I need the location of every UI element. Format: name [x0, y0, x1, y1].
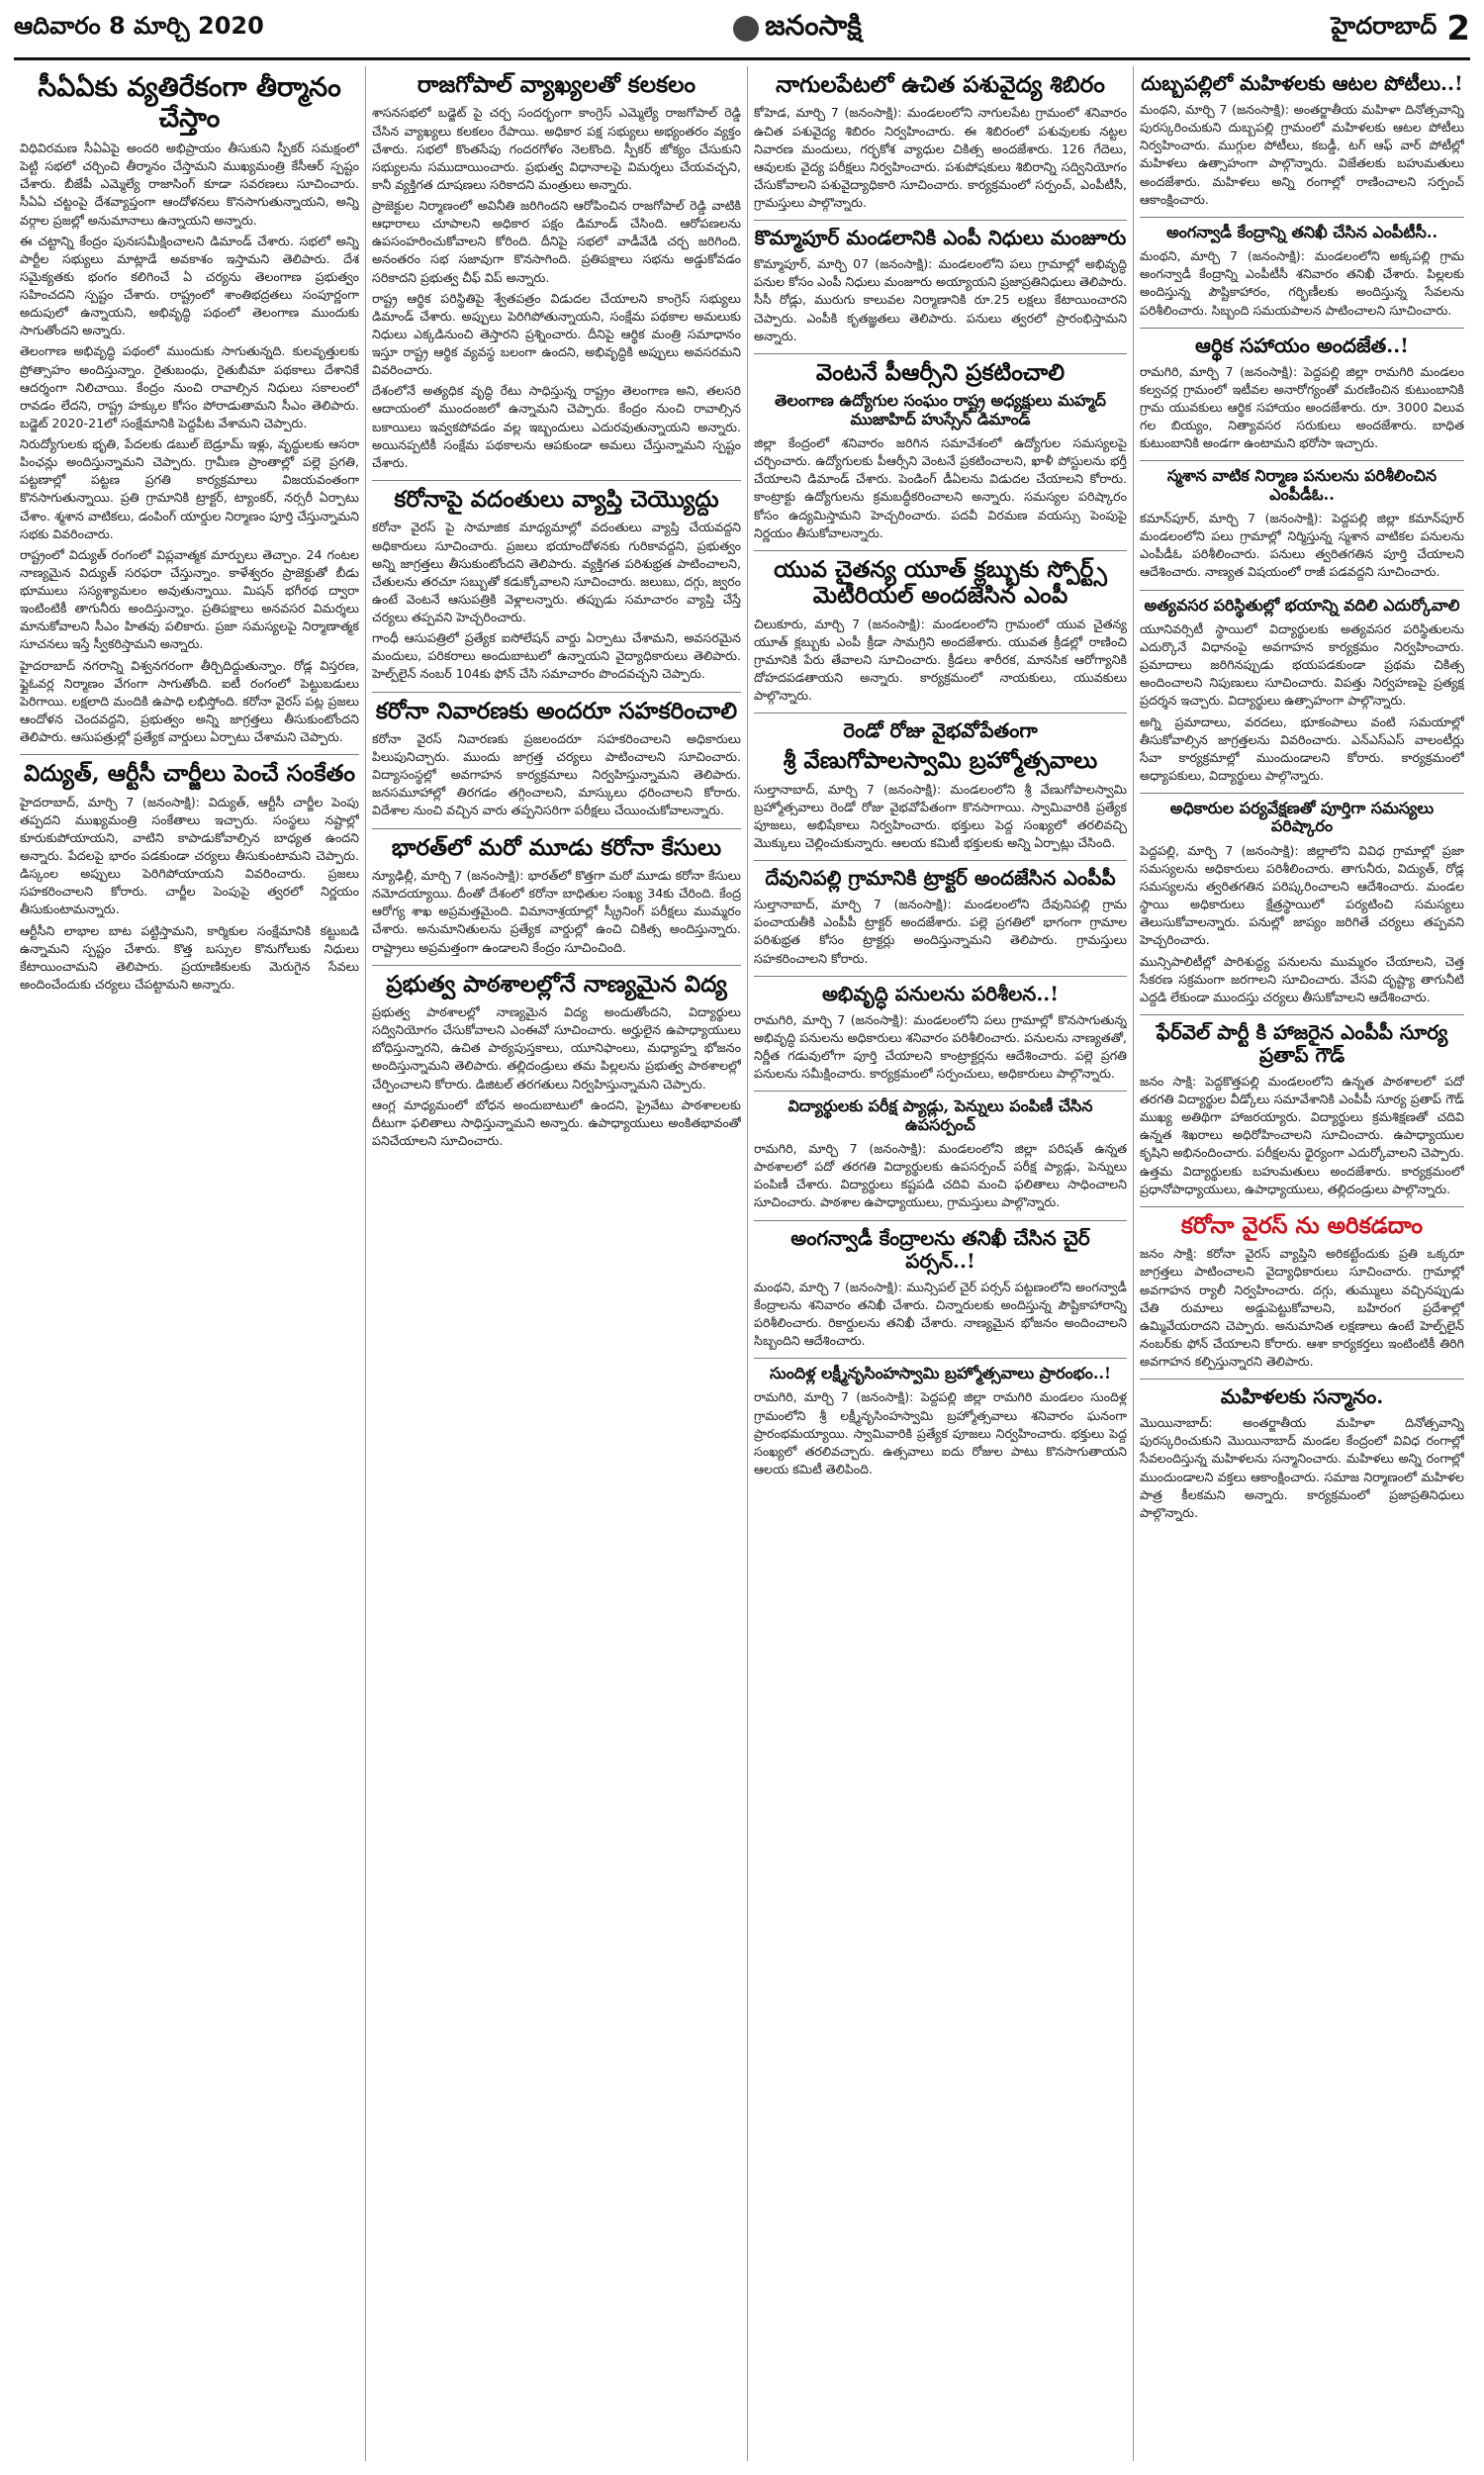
headline: విద్యార్థులకు పరీక్ష ప్యాడ్లు, పెన్నులు పంపిణీ చేసిన ఉపసర్పంచ్	[788, 1096, 1093, 1134]
headline: స్మశాన వాటిక నిర్మాణ పనులను పరిశీలించిన ఎంపీడీఓ..	[1166, 466, 1438, 504]
article-text: అగ్ని ప్రమాదాలు, వరదలు, భూకంపాలు వంటి సమయాల్లో తీసుకోవాల్సిన జాగ్రత్తలను వివరించారు. ఎన్‌ఎస్‌ఎస్ వాలంటీర్లు సేవా కార్యక్రమాల్లో ముందుండాలని కోరారు. కార్యక్రమంలో అధ్యాపకులు, విద్యార్థులు పాల్గొన్నారు.	[1140, 714, 1464, 783]
article-text: హైదరాబాద్, మార్చి 7 (జనంసాక్షి): విద్యుత్, ఆర్టీసీ చార్జీల పెంపు తప్పదని ముఖ్యమంత్రి సంకేతాలు ఇచ్చారు. సంస్థలు నష్టాల్లో కూరుకుపోయాయని, వాటిని కాపాడుకోవాల్సిన బాధ్యత ఉందని అన్నారు. పేదలపై భారం పడకుండా చర్యలు తీసుకుంటామని చెప్పారు. డిస్కంల అప్పులు పెరిగిపోయాయని వివరించారు. ప్రజలు సహకరించాలని కోరారు. చార్జీల పెంపుపై త్వరలో నిర్ణయం తీసుకుంటామన్నారు.	[20, 794, 359, 917]
article-text: రామగిరి, మార్చి 7 (జనంసాక్షి): పెద్దపల్లి జిల్లా రామగిరి మండలం సుందిళ్ల గ్రామంలోని శ్రీ లక్ష్మీనృసింహస్వామి బ్రహ్మోత్సవాలు శనివారం ఘనంగా ప్రారంభమయ్యాయి. స్వామివారికి ప్రత్యేక పూజలు నిర్వహించారు. భక్తులు పెద్ద సంఖ్యలో తరలివచ్చారు. ఉత్సవాలు ఐదు రోజుల పాటు కొనసాగుతాయని ఆలయ కమిటీ తెలిపింది.	[754, 1389, 1127, 1476]
article-caa	[20, 66, 359, 755]
subheadline: తెలంగాణ ఉద్యోగుల సంఘం రాష్ట్ర అధ్యక్షులు మహ్మద్ ముజాహిద్ హుస్సేన్ డిమాండ్	[775, 391, 1106, 428]
headline: కొమ్మాపూర్ మండలానికి ఎంపీ నిధులు మంజూరు	[754, 226, 1127, 250]
column-1	[14, 66, 366, 2461]
article-text: పెద్దపల్లి, మార్చి 7 (జనంసాక్షి): జిల్లాలోని వివిధ గ్రామాల్లో ప్రజా సమస్యలను అధికారులు పరిశీలించారు. తాగునీరు, విద్యుత్, రోడ్ల సమస్యలను త్వరితగతిన పరిష్కరించాలని ఆదేశించారు. మండల స్థాయి అధికారులు క్షేత్రస్థాయిలో పర్యటించి సమస్యలు తెలుసుకోవాలన్నారు. పనుల్లో జాప్యం జరిగితే చర్యలు తప్పవని హెచ్చరించారు.	[1140, 842, 1464, 948]
article-text: రాష్ట్ర ఆర్థిక పరిస్థితిపై శ్వేతపత్రం విడుదల చేయాలని కాంగ్రెస్ సభ్యులు డిమాండ్ చేశారు. అప్పులు పెరిగిపోతున్నాయని, సంక్షేమ పథకాల అమలుకు నిధులు ఎక్కడినుంచి తెస్తారని ప్రశ్నించారు. దీనిపై ఆర్థిక మంత్రి సమాధానం ఇస్తూ రాష్ట్ర ఆర్థిక వ్యవస్థ బలంగా ఉందని, అభివృద్ధికి అప్పులు అవసరమని వివరించారు.	[372, 290, 741, 378]
headline: మహిళలకు సన్మానం.	[1220, 1384, 1384, 1409]
article-prc	[754, 354, 1127, 551]
article-text: హైదరాబాద్ నగరాన్ని విశ్వనగరంగా తీర్చిదిద్దుతున్నాం. రోడ్ల విస్తరణ, ఫ్లైఓవర్ల నిర్మాణం వేగంగా సాగుతోంది. ఐటీ రంగంలో పెట్టుబడులు పెరిగాయి. లక్షలాది మందికి ఉపాధి లభిస్తోంది. కరోనా వైరస్ పట్ల ప్రజలు ఆందోళన చెందవద్దని, ప్రభుత్వం అన్ని జాగ్రత్తలు తీసుకుంటోందని తెలిపారు. ఆసుపత్రుల్లో ప్రత్యేక వార్డులు ఏర్పాటు చేశామని చెప్పారు.	[20, 657, 359, 745]
article-mp-funds	[754, 221, 1127, 354]
article-financial-aid	[1140, 329, 1464, 462]
column-3	[748, 66, 1134, 2461]
edition-city: హైదరాబాద్	[1331, 12, 1438, 40]
article-text: కరోనా వైరస్ పై సామాజిక మాధ్యమాల్లో వదంతులు వ్యాప్తి చేయవద్దని అధికారులు సూచించారు. ప్రజలు భయాందోళనకు గురికావద్దని, ప్రభుత్వం అన్ని జాగ్రత్తలు తీసుకుంటోందని తెలిపారు. వ్యక్తిగత పరిశుభ్రత పాటించాలని, చేతులను తరచూ సబ్బుతో కడుక్కోవాలని సూచించారు. జలుబు, దగ్గు, జ్వరం ఉంటే వెంటనే ఆసుపత్రికి వెళ్లాలన్నారు. తప్పుడు సమాచారం వ్యాప్తి చేస్తే చర్యలు తప్పవని హెచ్చరించారు.	[372, 520, 741, 624]
issue-date: ఆదివారం 8 మార్చి 2020	[14, 12, 264, 40]
article-sundilla	[754, 1359, 1127, 1486]
article-officials	[1140, 794, 1464, 1015]
article-text: మున్సిపాలిటీల్లో పారిశుద్ధ్య పనులను ముమ్మరం చేయాలని, చెత్త సేకరణ సక్రమంగా జరగాలని సూచించారు. వేసవి దృష్ట్యా తాగునీటి ఎద్దడి లేకుండా ముందస్తు చర్యలు తీసుకోవాలని ఆదేశించారు.	[1140, 953, 1464, 1004]
headline: కరోనా నివారణకు అందరూ సహకరించాలి	[375, 697, 738, 724]
newspaper-logo	[733, 9, 862, 48]
article-text: ఆర్టీసీని లాభాల బాట పట్టిస్తామని, కార్మికుల సంక్షేమానికి కట్టుబడి ఉన్నామని స్పష్టం చేశారు. కొత్త బస్సుల కొనుగోలుకు నిధులు కేటాయించామని తెలిపారు. ప్రయాణికులకు మెరుగైన సేవలు అందించేందుకు చర్యలు చేపట్టామని అన్నారు.	[20, 922, 359, 992]
article-emergency	[1140, 591, 1464, 795]
headline: నాగులపేటలో ఉచిత పశువైద్య శిబిరం	[776, 71, 1105, 98]
headline: భారత్‌లో మరో మూడు కరోనా కేసులు	[391, 833, 722, 861]
columns	[14, 66, 1470, 2461]
article-text: న్యూఢిల్లీ, మార్చి 7 (జనంసాక్షి): భారత్‌లో కొత్తగా మరో మూడు కరోనా కేసులు నమోదయ్యాయి. దీంతో దేశంలో కరోనా బాధితుల సంఖ్య 34కు చేరింది. కేంద్ర ఆరోగ్య శాఖ అప్రమత్తమైంది. విమానాశ్రయాల్లో స్క్రీనింగ్ పరీక్షలు ముమ్మరం చేశారు. అనుమానితులను ప్రత్యేక వార్డుల్లో ఉంచి చికిత్స అందిస్తున్నారు. రాష్ట్రాలు అప్రమత్తంగా ఉండాలని కేంద్రం సూచించింది.	[372, 868, 741, 955]
headline: దుబ్బపల్లిలో మహిళలకు ఆటల పోటీలు..!	[1141, 71, 1463, 95]
column-2	[366, 66, 748, 2461]
article-text: ఆంగ్ల మాధ్యమంలో బోధన అందుబాటులో ఉందని, ప్రైవేటు పాఠశాలలకు దీటుగా ఫలితాలు సాధిస్తున్నామని అన్నారు. ఉపాధ్యాయులు అంకితభావంతో పనిచేయాలని సూచించారు.	[372, 1096, 741, 1148]
article-progress	[754, 977, 1127, 1093]
article-women-honor	[1140, 1380, 1464, 1530]
headline: ప్రభుత్వ పాఠశాలల్లోనే నాణ్యమైన విద్య	[386, 970, 727, 998]
article-text: రాష్ట్రంలో విద్యుత్ రంగంలో విప్లవాత్మక మార్పులు తెచ్చాం. 24 గంటల నాణ్యమైన విద్యుత్ సరఫరా చేస్తున్నాం. కాళేశ్వరం ప్రాజెక్టుతో బీడు భూములు సస్యశ్యామలం అవుతున్నాయి. మిషన్ భగీరథ ద్వారా ఇంటింటికీ తాగునీరు అందిస్తున్నాం. ప్రతిపక్షాలు అనవసర విమర్శలు మానుకోవాలని సీఎం హితవు పలికారు. ప్రజా సమస్యలపై నిర్మాణాత్మక సూచనలు ఇస్తే స్వీకరిస్తామని అన్నారు.	[20, 546, 359, 652]
article-students	[754, 1092, 1127, 1220]
article-text: విధివిరమణ సీఏఏపై అందరి అభిప్రాయం తీసుకుని స్పీకర్ సమక్షంలో పెట్టి సభలో చర్చించి తీర్మానం చేస్తామని ముఖ్యమంత్రి కేసీఆర్ స్పష్టం చేశారు. బీజేపీ ఎమ్మెల్యే రాజాసింగ్ కూడా సవరణలు సూచించారు. సీఏఏ చట్టంపై దేశవ్యాప్తంగా ఆందోళనలు కొనసాగుతున్నాయని, అన్ని వర్గాల ప్రజల్లో అనుమానాలు ఉన్నాయని అన్నారు.	[20, 141, 359, 228]
article-text: రామగిరి, మార్చి 7 (జనంసాక్షి): మండలంలోని పలు గ్రామాల్లో కొనసాగుతున్న అభివృద్ధి పనులను అధికారులు శనివారం పరిశీలించారు. పనులను నాణ్యతతో, నిర్ణీత గడువులోగా పూర్తి చేయాలని కాంట్రాక్టర్లను ఆదేశించారు. పల్లె ప్రగతి పనులను సమీక్షించారు. కార్యక్రమంలో సర్పంచులు, అధికారులు పాల్గొన్నారు.	[754, 1011, 1127, 1082]
article-text: శాసనసభలో బడ్జెట్ పై చర్చ సందర్భంగా కాంగ్రెస్ ఎమ్మెల్యే రాజగోపాల్ రెడ్డి చేసిన వ్యాఖ్యలు కలకలం రేపాయి. అధికార పక్ష సభ్యులు అభ్యంతరం వ్యక్తం చేశారు. సభలో కొంతసేపు గందరగోళం నెలకొంది. స్పీకర్ జోక్యం చేసుకుని సభ్యులను సముదాయించారు. ప్రభుత్వ విధానాలపై విమర్శలు చేయవచ్చని, కానీ వ్యక్తిగత దూషణలు సరికాదని మంత్రులు అన్నారు.	[372, 105, 741, 192]
article-text: కొమ్మాపూర్, మార్చి 07 (జనంసాక్షి): మండలంలోని పలు గ్రామాల్లో అభివృద్ధి పనుల కోసం ఎంపీ నిధులు మంజూరు అయ్యాయని ప్రజాప్రతినిధులు తెలిపారు. సీసీ రోడ్లు, మురుగు కాలువల నిర్మాణానికి రూ.25 లక్షలు కేటాయించారని చెప్పారు. ఎంపీకి కృతజ్ఞతలు తెలిపారు. పనులు త్వరలో ప్రారంభిస్తామని అన్నారు.	[754, 256, 1127, 343]
headline: దేవునిపల్లి గ్రామానికి ట్రాక్టర్ అందజేసిన ఎంపీపీ	[765, 866, 1116, 891]
article-text: చిలుకూరు, మార్చి 7 (జనంసాక్షి): మండలంలోని గ్రామంలో యువ చైతన్య యూత్ క్లబ్బుకు ఎంపీ క్రీడా సామగ్రిని అందజేశారు. యువత క్రీడల్లో రాణించి గ్రామానికి పేరు తేవాలని సూచించారు. క్రీడలు శారీరక, మానసిక ఆరోగ్యానికి దోహదపడతాయని అన్నారు. కార్యక్రమంలో నాయకులు, యువకులు పాల్గొన్నారు.	[754, 616, 1127, 704]
article-text: మొయినాబాద్: అంతర్జాతీయ మహిళా దినోత్సవాన్ని పురస్కరించుకుని మొయినాబాద్ మండల కేంద్రంలో వివిధ రంగాల్లో సేవలందిస్తున్న మహిళలను సన్మానించారు. మహిళలు అన్ని రంగాల్లో ముందుండాలని వక్తలు ఆకాంక్షించారు. సమాజ నిర్మాణంలో మహిళల పాత్ర కీలకమని అన్నారు. కార్యక్రమంలో ప్రజాప్రతినిధులు పాల్గొన్నారు.	[1140, 1415, 1464, 1520]
headline: అధికారుల పర్యవేక్షణతో పూర్తిగా సమస్యలు పరిష్కారం	[1169, 799, 1435, 836]
article-corona-fear	[372, 481, 741, 693]
headline: రాజగోపాల్ వ్యాఖ్యలతో కలకలం	[417, 71, 696, 98]
article-text: దేశంలోనే అత్యధిక వృద్ధి రేటు సాధిస్తున్న రాష్ట్రం తెలంగాణ అని, తలసరి ఆదాయంలో ముందంజలో ఉన్నామని చెప్పారు. కేంద్రం నుంచి రావాల్సిన బకాయిలు ఇవ్వకపోవడం వల్ల ఇబ్బందులు ఎదురవుతున్నాయని అన్నారు. అయినప్పటికీ సంక్షేమ పథకాలను ఆపకుండా అమలు చేస్తున్నామని స్పష్టం చేశారు.	[372, 383, 741, 470]
article-text: ప్రభుత్వ పాఠశాలల్లో నాణ్యమైన విద్య అందుతోందని, విద్యార్థులు సద్వినియోగం చేసుకోవాలని ఎంఈవో సూచించారు. అర్హులైన ఉపాధ్యాయులు బోధిస్తున్నారని, ఉచిత పాఠ్యపుస్తకాలు, యూనిఫాంలు, మధ్యాహ్న భోజనం అందిస్తున్నామని తెలిపారు. తల్లిదండ్రులు తమ పిల్లలను ప్రభుత్వ పాఠశాలల్లో చేర్పించాలని కోరారు. డిజిటల్ తరగతులు నిర్వహిస్తున్నామని చెప్పారు.	[372, 1004, 741, 1092]
headline: విద్యుత్, ఆర్టీసీ చార్జీలు పెంచే సంకేతం	[23, 760, 356, 788]
article-tractor	[754, 861, 1127, 977]
headline: అంగన్వాడీ కేంద్రాన్ని తనిఖీ చేసిన ఎంపీటీసీ..	[1165, 222, 1438, 241]
article-corona-cm	[372, 693, 741, 829]
article-text: ఈ చట్టాన్ని కేంద్రం పునఃసమీక్షించాలని డిమాండ్ చేశారు. సభలో అన్ని పార్టీల సభ్యులు మాట్లాడే అవకాశం ఇస్తామని తెలిపారు. దేశ సమైక్యతకు భంగం కలిగించే ఏ చర్యను తెలంగాణ ప్రభుత్వం సహించదని స్పష్టం చేశారు. రాష్ట్రంలో శాంతిభద్రతలు సంపూర్ణంగా అదుపులో ఉన్నాయని, అభివృద్ధి పథంలో తెలంగాణ ముందుకు సాగుతోందని అన్నారు.	[20, 233, 359, 338]
article-text: యూనివర్సిటీ స్థాయిలో విద్యార్థులకు అత్యవసర పరిస్థితులను ఎదుర్కొనే విధానంపై అవగాహన కార్యక్రమం నిర్వహించారు. ప్రమాదాలు జరిగినప్పుడు భయపడకుండా ప్రథమ చికిత్స అందించాలని నిపుణులు సూచించారు. విపత్తు నిర్వహణపై ప్రత్యక్ష ప్రదర్శన ఇచ్చారు. విద్యార్థులు ఉత్సాహంగా పాల్గొన్నారు.	[1140, 620, 1464, 709]
headline: అత్యవసర పరిస్థితుల్లో భయాన్ని వదిలి ఎదుర్కోవాలి	[1144, 595, 1460, 615]
headline: అంగన్వాడీ కేంద్రాలను తనిఖీ చేసిన చైర్ పర్సన్..!	[790, 1225, 1090, 1273]
article-schools	[372, 966, 741, 1158]
article-rajagopal	[372, 66, 741, 481]
logo-emblem-icon	[733, 16, 759, 42]
headline: ఫేర్‌వెల్ పార్టీ కి హాజరైన ఎంపీపీ సూర్య ప్రతాప్ గౌడ్	[1156, 1019, 1448, 1067]
article-text: కోహెడ, మార్చి 7 (జనంసాక్షి): మండలంలోని నాగులపేట గ్రామంలో శనివారం ఉచిత పశువైద్య శిబిరం నిర్వహించారు. ఈ శిబిరంలో పశువులకు నట్టల నివారణ మందులు, గర్భకోశ వ్యాధుల చికిత్స అందజేశారు. 126 గేదెలు, ఆవులకు వైద్య పరీక్షలు నిర్వహించారు. పశుపోషకులు శిబిరాన్ని సద్వినియోగం చేసుకోవాలని పశువైద్యాధికారి సూచించారు. కార్యక్రమంలో సర్పంచ్, ఎంపీటీసీ, గ్రామస్తులు పాల్గొన్నారు.	[754, 105, 1127, 211]
article-anganwadi-chair	[754, 1221, 1127, 1360]
article-power	[20, 755, 359, 1001]
headline: యువ చైతన్య యూత్ క్లబ్బుకు స్పోర్ట్స్ మెటీరియల్ అందజేసిన ఎంపీ	[774, 555, 1107, 610]
article-text: మంథని, మార్చి 7 (జనంసాక్షి): మున్సిపల్ చైర్ పర్సన్ పట్టణంలోని అంగన్వాడీ కేంద్రాలను శనివారం తనిఖీ చేశారు. చిన్నారులకు అందిస్తున్న పౌష్టికాహారాన్ని పరిశీలించారు. రికార్డులను తనిఖీ చేశారు. నాణ్యమైన భోజనం అందించాలని సిబ్బందిని ఆదేశించారు.	[754, 1279, 1127, 1348]
headline: అభివృద్ధి పనులను పరిశీలన..!	[821, 981, 1060, 1005]
article-text: జనం సాక్షి: కరోనా వైరస్ వ్యాప్తిని అరికట్టేందుకు ప్రతి ఒక్కరూ జాగ్రత్తలు పాటించాలని వైద్యాధికారులు సూచించారు. గ్రామాల్లో అవగాహన ర్యాలీ నిర్వహించారు. దగ్గు, తుమ్ములు వచ్చినప్పుడు చేతి రుమాలు అడ్డుపెట్టుకోవాలని, బహిరంగ ప్రదేశాల్లో ఉమ్మివేయరాదని చెప్పారు. అనుమానిత లక్షణాలు ఉంటే హెల్ప్‌లైన్ నంబర్‌కు ఫోన్ చేయాలని కోరారు. ఆశా కార్యకర్తలు ఇంటింటికీ తిరిగి అవగాహన కల్పిస్తున్నారని తెలిపారు.	[1140, 1246, 1464, 1370]
headline: సీఏఏకు వ్యతిరేకంగా తీర్మానం చేస్తాం	[38, 72, 341, 135]
article-youth-club	[754, 551, 1127, 714]
column-4	[1134, 66, 1470, 2461]
article-text: రామగిరి, మార్చి 7 (జనంసాక్షి): పెద్దపల్లి జిల్లా రామగిరి మండలం కల్వచర్ల గ్రామంలో ఇటీవల అనారోగ్యంతో మరణించిన కుటుంబానికి గ్రామ యువకులు ఆర్థిక సహాయం అందజేశారు. రూ. 3000 విలువ గల బియ్యం, నిత్యావసర సరుకులు అందజేశారు. బాధిత కుటుంబానికి అండగా ఉంటామని భరోసా ఇచ్చారు.	[1140, 363, 1464, 451]
headline: ఆర్థిక సహాయం అందజేత..!	[1195, 333, 1409, 357]
article-temple	[754, 714, 1127, 861]
article-text: జనం సాక్షి: పెద్దకొత్తపల్లి మండలంలోని ఉన్నత పాఠశాలలో పదో తరగతి విద్యార్థుల వీడ్కోలు సమావేశానికి ఎంపీపీ సూర్య ప్రతాప్ గౌడ్ ముఖ్య అతిథిగా హాజరయ్యారు. విద్యార్థులు క్రమశిక్షణతో చదివి ఉన్నత శిఖరాలు అధిరోహించాలని సూచించారు. ఉపాధ్యాయుల కృషిని అభినందించారు. పరీక్షలను ధైర్యంగా ఎదుర్కోవాలని చెప్పారు. ఉత్తమ విద్యార్థులకు బహుమతులు అందజేశారు. కార్యక్రమంలో ప్రధానోపాధ్యాయులు, ఉపాధ్యాయులు, తల్లిదండ్రులు పాల్గొన్నారు.	[1140, 1073, 1464, 1196]
article-farewell	[1140, 1015, 1464, 1207]
article-text: కమాన్‌పూర్, మార్చి 7 (జనంసాక్షి): పెద్దపల్లి జిల్లా కమాన్‌పూర్ మండలంలోని పలు గ్రామాల్లో నిర్మిస్తున్న స్మశాన వాటికల పనులను ఎంపీడీఓ పరిశీలించారు. పనులు త్వరితగతిన పూర్తి చేయాలని ఆదేశించారు. నాణ్యత విషయంలో రాజీ పడవద్దని సూచించారు.	[1140, 511, 1464, 580]
logo-text: జనంసాక్షి	[765, 9, 863, 42]
headline-second-line: శ్రీ వేణుగోపాలస్వామి బ్రహ్మోత్సవాలు	[783, 747, 1098, 775]
article-text: నిరుద్యోగులకు భృతి, పేదలకు డబుల్ బెడ్రూమ్ ఇళ్లు, వృద్ధులకు ఆసరా పింఛన్లు అందిస్తున్నామని చెప్పారు. గ్రామీణ ప్రాంతాల్లో పల్లె ప్రగతి, పట్టణాల్లో పట్టణ ప్రగతి కార్యక్రమాలు విజయవంతంగా కొనసాగుతున్నాయి. ప్రతి గ్రామానికి ట్రాక్టర్, ట్యాంకర్, నర్సరీ ఏర్పాటు చేశాం. శ్మశాన వాటికలు, డంపింగ్ యార్డుల నిర్మాణం పూర్తి చేస్తున్నామని సభకు వివరించారు.	[20, 436, 359, 541]
edition-info	[1331, 9, 1470, 48]
article-anganwadi-mptc	[1140, 218, 1464, 329]
article-nagulapet	[754, 66, 1127, 221]
headline: రెండో రోజు వైభవోపేతంగా	[843, 718, 1038, 743]
article-bharath	[372, 829, 741, 966]
article-text: మంథని, మార్చి 7 (జనంసాక్షి): అంతర్జాతీయ మహిళా దినోత్సవాన్ని పురస్కరించుకుని దుబ్బపల్లి గ్రామంలో మహిళలకు ఆటల పోటీలు నిర్వహించారు. ముగ్గుల పోటీలు, కబడ్డీ, టగ్ ఆఫ్ వార్ పోటీల్లో మహిళలు ఉత్సాహంగా పాల్గొన్నారు. విజేతలకు బహుమతులు అందజేశారు. మహిళలు అన్ని రంగాల్లో రాణించాలని సర్పంచ్ ఆకాంక్షించారు.	[1140, 102, 1464, 207]
article-women-games	[1140, 66, 1464, 218]
headline: వెంటనే పీఆర్సీని ప్రకటించాలి	[815, 358, 1066, 386]
headline: సుందిళ్ల లక్ష్మీనృసింహస్వామి బ్రహ్మోత్సవాలు ప్రారంభం..!	[769, 1364, 1112, 1382]
article-text: జిల్లా కేంద్రంలో శనివారం జరిగిన సమావేశంలో ఉద్యోగుల సమస్యలపై చర్చించారు. ఉద్యోగులకు పీఆర్సీని వెంటనే ప్రకటించాలని, ఖాళీ పోస్టులను భర్తీ చేయాలని డిమాండ్ చేశారు. పెండింగ్ డీఏలను విడుదల చేయాలని కోరారు. కాంట్రాక్టు ఉద్యోగులను క్రమబద్ధీకరించాలని అన్నారు. సమస్యల పరిష్కారం కోసం ఉద్యమిస్తామని హెచ్చరించారు. పదవీ విరమణ వయస్సు పెంపుపై నిర్ణయం తీసుకోవాలన్నారు.	[754, 435, 1127, 540]
article-text: సుల్తానాబాద్, మార్చి 7 (జనంసాక్షి): మండలంలోని దేవునిపల్లి గ్రామ పంచాయతీకి ఎంపీపీ ట్రాక్టర్ అందజేశారు. పల్లె ప్రగతిలో భాగంగా గ్రామాల పరిశుభ్రత కోసం ట్రాక్టర్లు అందిస్తున్నామని తెలిపారు. గ్రామస్తులు సహకరించాలని కోరారు.	[754, 897, 1127, 966]
article-text: కరోనా వైరస్ నివారణకు ప్రజలందరూ సహకరించాలని అధికారులు పిలుపునిచ్చారు. ముందు జాగ్రత్త చర్యలు పాటించాలని సూచించారు. విద్యాసంస్థల్లో అవగాహన కార్యక్రమాలు నిర్వహిస్తున్నామని తెలిపారు. జనసమూహాల్లో తిరగడం తగ్గించాలని, మాస్కులు ధరించాలని కోరారు. విదేశాల నుంచి వచ్చిన వారు తప్పనిసరిగా పరీక్షలు చేయించుకోవాలన్నారు.	[372, 730, 741, 818]
article-text: గాంధీ ఆసుపత్రిలో ప్రత్యేక ఐసోలేషన్ వార్డు ఏర్పాటు చేశామని, అవసరమైన మందులు, పరికరాలు అందుబాటులో ఉన్నాయని వైద్యాధికారులు తెలిపారు. హెల్ప్‌లైన్ నంబర్ 104కు ఫోన్ చేసి సమాచారం పొందవచ్చని చెప్పారు.	[372, 630, 741, 682]
masthead	[14, 0, 1470, 60]
article-crematorium	[1140, 461, 1464, 590]
article-text: ప్రాజెక్టుల నిర్మాణంలో అవినీతి జరిగిందని ఆరోపించిన రాజగోపాల్ రెడ్డి వాటికి ఆధారాలు చూపాలని అధికార పక్షం డిమాండ్ చేసింది. ఆరోపణలను ఉపసంహరించుకోవాలని కోరింది. దీనిపై సభలో వాడీవేడి చర్చ జరిగింది. అనంతరం సభ సజావుగా కొనసాగింది. ప్రతిపక్షాలు సభను అడ్డుకోవడం సరికాదని ప్రభుత్వ చీఫ్ విప్ అన్నారు.	[372, 198, 741, 285]
article-text: తెలంగాణ అభివృద్ధి పథంలో ముందుకు సాగుతున్నది. కులవృత్తులకు ప్రోత్సాహం అందిస్తున్నాం. రైతుబంధు, రైతుబీమా పథకాలు దేశానికే ఆదర్శంగా నిలిచాయి. కేంద్రం నుంచి రావాల్సిన నిధులు సకాలంలో రావడం లేదని, రాష్ట్ర హక్కుల కోసం పోరాడుతామని సీఎం తెలిపారు. బడ్జెట్ 2020-21లో సంక్షేమానికి పెద్దపీట వేశామని చెప్పారు.	[20, 343, 359, 430]
article-corona-guard	[1140, 1207, 1464, 1380]
article-text: సుల్తానాబాద్, మార్చి 7 (జనంసాక్షి): మండలంలోని శ్రీ వేణుగోపాలస్వామి బ్రహ్మోత్సవాలు రెండో రోజు వైభవోపేతంగా కొనసాగాయి. స్వామివారికి ప్రత్యేక పూజలు, అభిషేకాలు నిర్వహించారు. భక్తులు పెద్ద సంఖ్యలో తరలివచ్చి మొక్కులు చెల్లించుకున్నారు. ఆలయ కమిటీ భక్తులకు అన్ని ఏర్పాట్లు చేసింది.	[754, 781, 1127, 851]
article-text: మంథని, మార్చి 7 (జనంసాక్షి): మండలంలోని అక్కపల్లి గ్రామ అంగన్వాడీ కేంద్రాన్ని ఎంపీటీసీ శనివారం తనిఖీ చేశారు. పిల్లలకు అందిస్తున్న పౌష్టికాహారం, గర్భిణీలకు అందిస్తున్న సేవలను పరిశీలించారు. సిబ్బంది సమయపాలన పాటించాలని సూచించారు.	[1140, 248, 1464, 318]
headline: కరోనాపై వదంతులు వ్యాప్తి చెయ్యొద్దు	[394, 485, 719, 513]
headline: కరోనా వైరస్ ను అరికడదాం	[1180, 1211, 1424, 1239]
article-text: రామగిరి, మార్చి 7 (జనంసాక్షి): మండలంలోని జిల్లా పరిషత్ ఉన్నత పాఠశాలలో పదో తరగతి విద్యార్థులకు ఉపసర్పంచ్ పరీక్ష ప్యాడ్లు, పెన్నులు పంపిణీ చేశారు. విద్యార్థులు కష్టపడి చదివి మంచి ఫలితాలు సాధించాలని సూచించారు. పాఠశాల ఉపాధ్యాయులు, గ్రామస్తులు పాల్గొన్నారు.	[754, 1141, 1127, 1210]
page-number: 2	[1446, 9, 1470, 48]
